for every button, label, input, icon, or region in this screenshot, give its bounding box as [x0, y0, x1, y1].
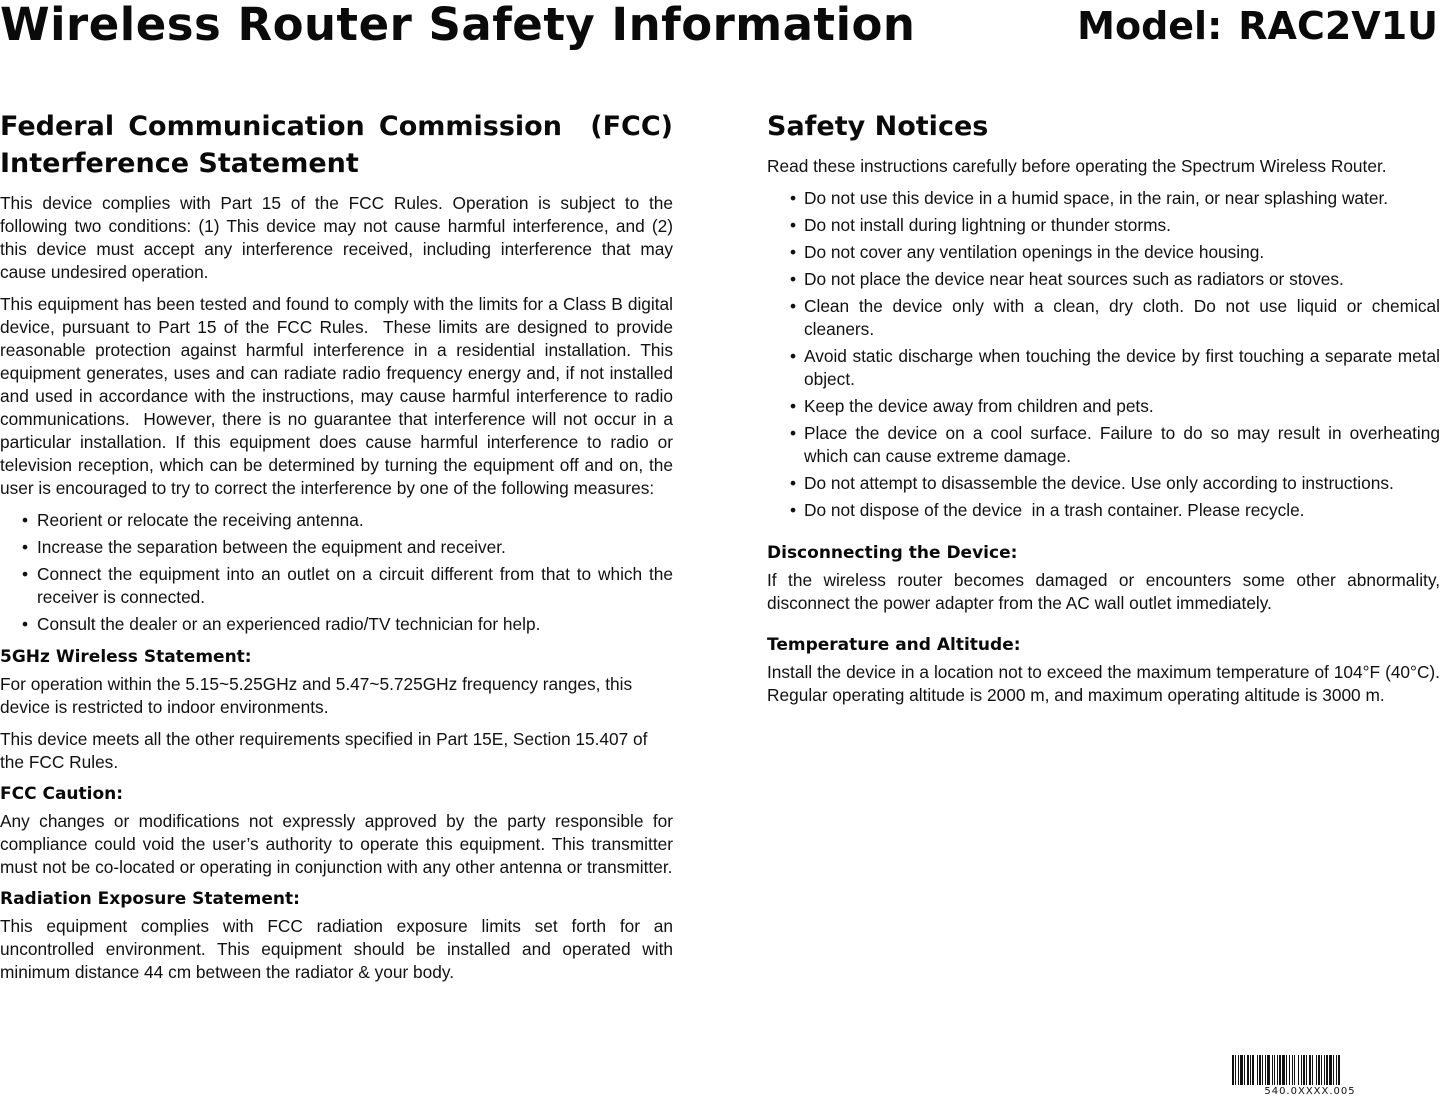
radiation-exposure-heading: Radiation Exposure Statement: [0, 889, 300, 909]
bullet-icon: • [789, 242, 797, 262]
bullet-icon: • [789, 346, 797, 366]
list-item-text: Do not cover any ventilation openings in the device housing. [804, 242, 1265, 262]
list-item [767, 268, 1440, 291]
list-item [767, 295, 1440, 341]
list-item-text: Do not install during lightning or thunder storms. [804, 215, 1171, 235]
list-item-text: Reorient or relocate the receiving antenna. [37, 510, 364, 530]
list-item-text: Increase the separation between the equipment and receiver. [37, 537, 506, 557]
list-item-text: Connect the equipment into an outlet on a circuit different from that to which the receiver is connected. [37, 564, 673, 607]
page-title: Wireless Router Safety Information [0, 0, 916, 51]
list-item [0, 563, 673, 609]
list-item [767, 395, 1440, 418]
fcc-caution-paragraph: Any changes or modifications not expressly approved by the party responsible for compliance could void the user’s authority to operate this equipment. This transmitter must not be co-located or operating in conjunction with any other antenna or transmitter. [0, 811, 673, 877]
list-item-text: Clean the device only with a clean, dry cloth. Do not use liquid or chemical cleaners. [804, 296, 1440, 339]
bullet-icon: • [789, 188, 797, 208]
left-column [0, 108, 673, 993]
bullet-icon: • [21, 537, 29, 557]
bullet-icon: • [789, 396, 797, 416]
list-item [767, 345, 1440, 391]
bullet-icon: • [21, 510, 29, 530]
barcode-number: 540.0XXXX.005 [1264, 1086, 1356, 1097]
list-item-text: Keep the device away from children and pets. [804, 396, 1154, 416]
list-item-text: Do not dispose of the device in a trash container. Please recycle. [804, 500, 1305, 520]
fcc-paragraph-1: This device complies with Part 15 of the FCC Rules. Operation is subject to the following two conditions: (1) This device may not cause harmful interference, and (2) this device must accept any interference received, including interference that may cause undesired operation. [0, 193, 673, 282]
list-item-text: Do not use this device in a humid space, in the rain, or near splashing water. [804, 188, 1389, 208]
right-column [767, 108, 1440, 716]
list-item [767, 241, 1440, 264]
fcc-heading: Federal Communication Commission (FCC) Interference Statement [0, 111, 673, 179]
bullet-icon: • [789, 500, 797, 520]
bullet-icon: • [789, 296, 797, 316]
list-item-text: Consult the dealer or an experienced radio/TV technician for help. [37, 614, 541, 634]
safety-notices-list [767, 187, 1440, 522]
list-item-text: Do not attempt to disassemble the device. Use only according to instructions. [804, 473, 1394, 493]
model-number [1077, 4, 1438, 48]
wireless-paragraph-1: For operation within the 5.15~5.25GHz and 5.47~5.725GHz frequency ranges, this device is restricted to indoor environments. [0, 674, 633, 717]
list-item [0, 509, 673, 532]
list-item [0, 536, 673, 559]
list-item [767, 187, 1440, 210]
bullet-icon: • [21, 564, 29, 584]
bullet-icon: • [789, 423, 797, 443]
model-value: RAC2V1U [1238, 4, 1438, 48]
bullet-icon: • [789, 473, 797, 493]
list-item [767, 499, 1440, 522]
bullet-icon: • [789, 269, 797, 289]
fcc-paragraph-2: This equipment has been tested and found to comply with the limits for a Class B digital device, pursuant to Part 15 of the FCC Rules. These limits are designed to provide reasonable protection against harmful interference in a residential installation. This equipment generates, uses and can radiate radio frequency energy and, if not installed and used in accordance with the instructions, may cause harmful interference to radio communications. However, there is no guarantee that interference will not occur in a particular installation. If this equipment does cause harmful interference to radio or television reception, which can be determined by turning the equipment off and on, the user is encouraged to try to correct the interference by one of the following measures: [0, 294, 673, 498]
list-item-text: Do not place the device near heat sources such as radiators or stoves. [804, 269, 1344, 289]
wireless-paragraph-2: This device meets all the other requirements specified in Part 15E, Section 15.407 of the FCC Rules. [0, 729, 648, 772]
safety-intro: Read these instructions carefully before operating the Spectrum Wireless Router. [767, 156, 1387, 176]
bullet-icon: • [21, 614, 29, 634]
list-item-text: Avoid static discharge when touching the device by first touching a separate metal object. [804, 346, 1440, 389]
safety-notices-heading: Safety Notices [767, 111, 989, 142]
list-item [767, 422, 1440, 468]
temperature-heading: Temperature and Altitude: [767, 635, 1021, 655]
list-item [0, 613, 673, 636]
bullet-icon: • [789, 215, 797, 235]
temperature-paragraph: Install the device in a location not to exceed the maximum temperature of 104°F (40°C). Regular operating altitude is 2000 m, and maximum operating altitude is 3000 m. [767, 662, 1440, 705]
fcc-caution-heading: FCC Caution: [0, 784, 124, 804]
interference-measures-list [0, 509, 673, 636]
list-item [767, 214, 1440, 237]
wireless-statement-heading: 5GHz Wireless Statement: [0, 647, 252, 667]
list-item [767, 472, 1440, 495]
list-item-text: Place the device on a cool surface. Failure to do so may result in overheating which can cause extreme damage. [804, 423, 1440, 466]
radiation-exposure-paragraph: This equipment complies with FCC radiation exposure limits set forth for an uncontrolled environment. This equipment should be installed and operated with minimum distance 44 cm between the radiator & your body. [0, 916, 673, 982]
disconnecting-heading: Disconnecting the Device: [767, 543, 1018, 563]
model-label-text: Model: [1077, 4, 1223, 48]
barcode-icon [1232, 1055, 1388, 1085]
barcode [1232, 1055, 1388, 1098]
disconnecting-paragraph: If the wireless router becomes damaged or encounters some other abnormality, disconnect the power adapter from the AC wall outlet immediately. [767, 570, 1440, 613]
